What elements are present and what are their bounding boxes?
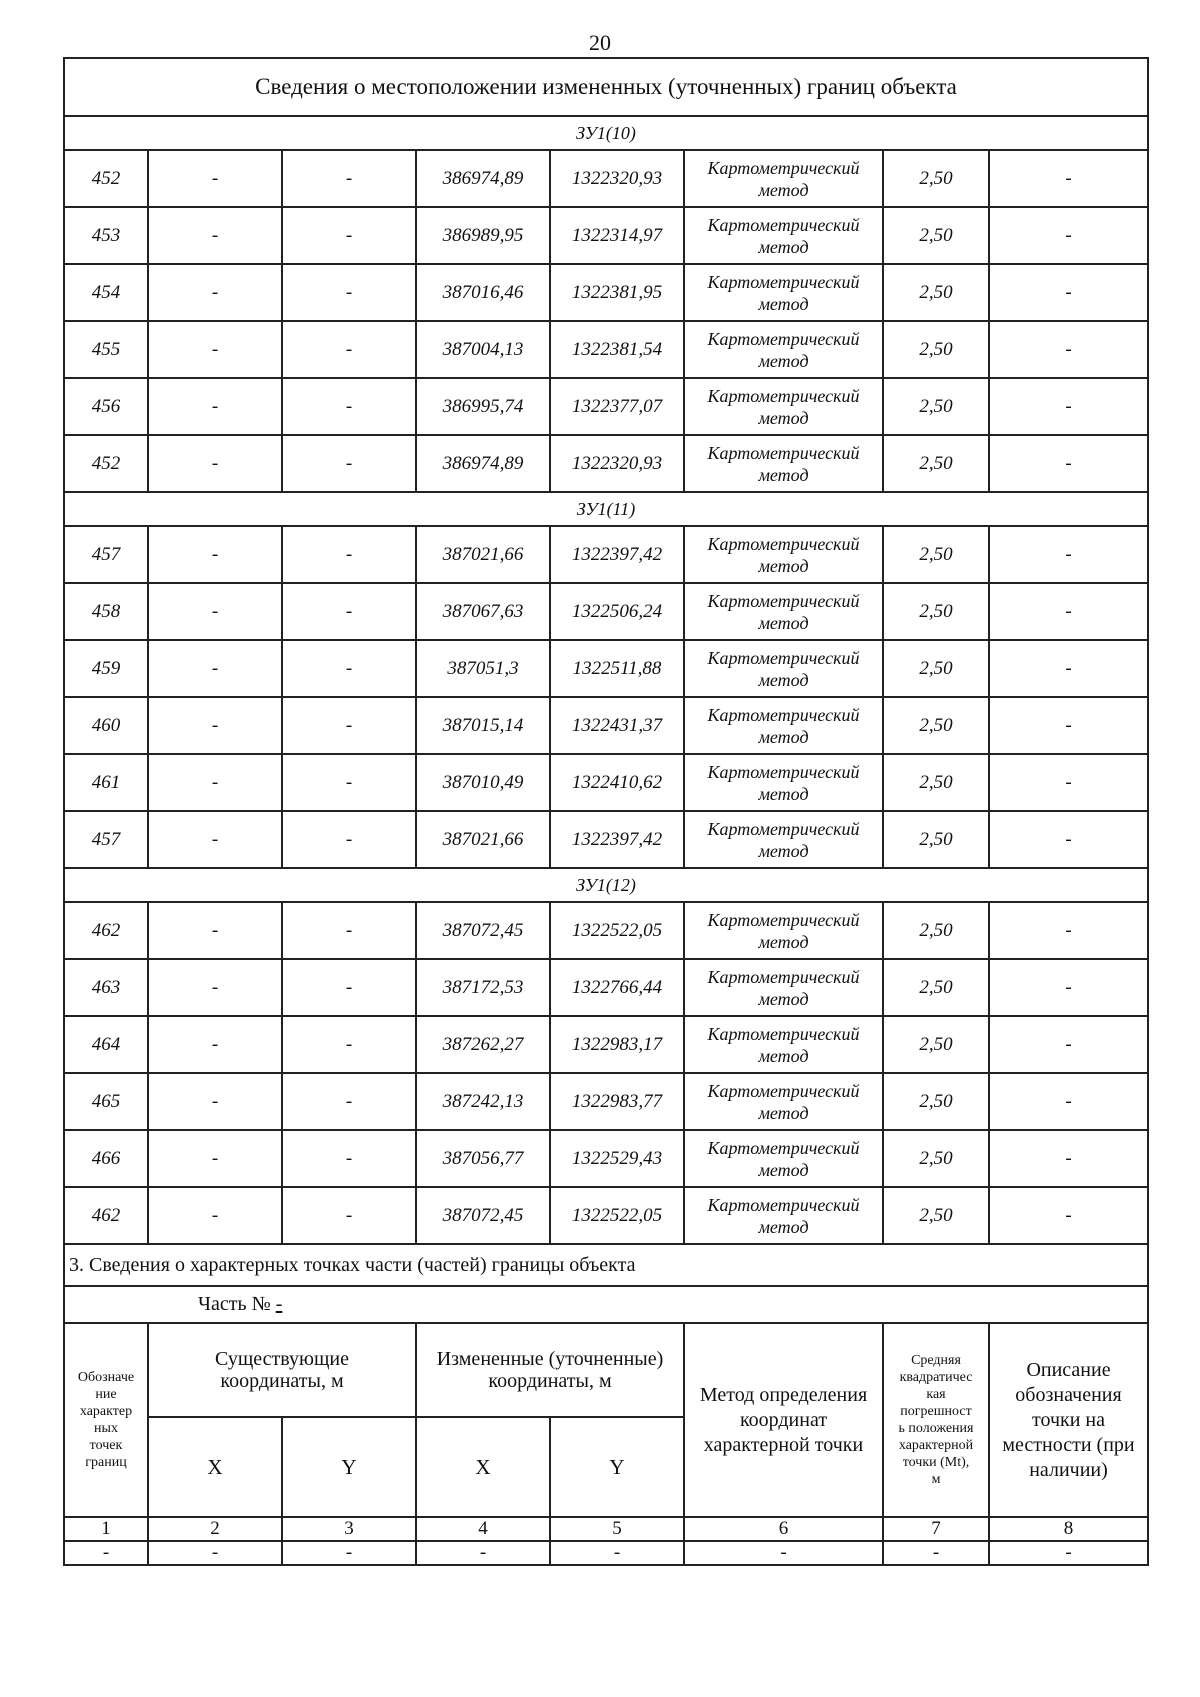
changed-x: 387004,13 bbox=[416, 321, 550, 378]
mt-value: 2,50 bbox=[883, 1130, 989, 1187]
table-row bbox=[64, 435, 1148, 492]
column-number: 1 bbox=[64, 1517, 148, 1541]
table-row bbox=[64, 1016, 1148, 1073]
header-changed-y: Y bbox=[550, 1417, 684, 1517]
header-point-designation: Обозначе ние характер ных точек границ bbox=[64, 1323, 148, 1517]
table-row bbox=[64, 583, 1148, 640]
point-description: - bbox=[989, 640, 1148, 697]
point-description: - bbox=[989, 526, 1148, 583]
changed-x: 387016,46 bbox=[416, 264, 550, 321]
existing-y: - bbox=[282, 526, 416, 583]
point-number: 456 bbox=[64, 378, 148, 435]
point-number: 463 bbox=[64, 959, 148, 1016]
column-number: 5 bbox=[550, 1517, 684, 1541]
changed-y: 1322511,88 bbox=[550, 640, 684, 697]
existing-y: - bbox=[282, 1130, 416, 1187]
existing-y: - bbox=[282, 754, 416, 811]
header-changed-coords: Измененные (уточненные) координаты, м bbox=[416, 1323, 684, 1417]
point-description: - bbox=[989, 264, 1148, 321]
mt-value: 2,50 bbox=[883, 1016, 989, 1073]
existing-x: - bbox=[148, 902, 282, 959]
existing-x: - bbox=[148, 378, 282, 435]
changed-x: 386974,89 bbox=[416, 150, 550, 207]
changed-y: 1322397,42 bbox=[550, 811, 684, 868]
part-label: Часть № bbox=[198, 1293, 271, 1315]
method-cell: Картометрический метод bbox=[684, 526, 883, 583]
changed-y: 1322381,95 bbox=[550, 264, 684, 321]
changed-y: 1322320,93 bbox=[550, 150, 684, 207]
mt-value: 2,50 bbox=[883, 697, 989, 754]
existing-x: - bbox=[148, 1187, 282, 1244]
existing-x: - bbox=[148, 1130, 282, 1187]
section-name: ЗУ1(12) bbox=[64, 868, 1148, 902]
boundary-table bbox=[63, 57, 1149, 1566]
method-cell: Картометрический метод bbox=[684, 1130, 883, 1187]
empty-cell: - bbox=[989, 1541, 1148, 1565]
mt-value: 2,50 bbox=[883, 264, 989, 321]
point-description: - bbox=[989, 378, 1148, 435]
method-cell: Картометрический метод bbox=[684, 902, 883, 959]
changed-x: 387172,53 bbox=[416, 959, 550, 1016]
section-header-row bbox=[64, 868, 1148, 902]
existing-y: - bbox=[282, 697, 416, 754]
mt-value: 2,50 bbox=[883, 754, 989, 811]
existing-y: - bbox=[282, 150, 416, 207]
mt-value: 2,50 bbox=[883, 640, 989, 697]
point-number: 459 bbox=[64, 640, 148, 697]
table-row bbox=[64, 959, 1148, 1016]
point-description: - bbox=[989, 435, 1148, 492]
existing-y: - bbox=[282, 378, 416, 435]
changed-x: 387056,77 bbox=[416, 1130, 550, 1187]
point-number: 454 bbox=[64, 264, 148, 321]
existing-x: - bbox=[148, 435, 282, 492]
header-existing-coords: Существующие координаты, м bbox=[148, 1323, 416, 1417]
existing-x: - bbox=[148, 1016, 282, 1073]
changed-y: 1322529,43 bbox=[550, 1130, 684, 1187]
existing-x: - bbox=[148, 697, 282, 754]
changed-x: 387010,49 bbox=[416, 754, 550, 811]
existing-x: - bbox=[148, 150, 282, 207]
point-description: - bbox=[989, 811, 1148, 868]
existing-x: - bbox=[148, 811, 282, 868]
method-cell: Картометрический метод bbox=[684, 754, 883, 811]
point-description: - bbox=[989, 902, 1148, 959]
point-description: - bbox=[989, 754, 1148, 811]
point-description: - bbox=[989, 959, 1148, 1016]
existing-y: - bbox=[282, 902, 416, 959]
point-number: 462 bbox=[64, 902, 148, 959]
header-existing-y: Y bbox=[282, 1417, 416, 1517]
column-number: 2 bbox=[148, 1517, 282, 1541]
existing-y: - bbox=[282, 1187, 416, 1244]
changed-y: 1322397,42 bbox=[550, 526, 684, 583]
existing-y: - bbox=[282, 207, 416, 264]
existing-y: - bbox=[282, 1073, 416, 1130]
table-row bbox=[64, 526, 1148, 583]
changed-x: 387067,63 bbox=[416, 583, 550, 640]
part-row bbox=[64, 1286, 1148, 1323]
empty-cell: - bbox=[282, 1541, 416, 1565]
point-number: 457 bbox=[64, 811, 148, 868]
point-number: 461 bbox=[64, 754, 148, 811]
changed-x: 387021,66 bbox=[416, 526, 550, 583]
table-row bbox=[64, 207, 1148, 264]
method-cell: Картометрический метод bbox=[684, 811, 883, 868]
point-description: - bbox=[989, 150, 1148, 207]
empty-cell: - bbox=[148, 1541, 282, 1565]
changed-x: 387242,13 bbox=[416, 1073, 550, 1130]
changed-x: 386974,89 bbox=[416, 435, 550, 492]
changed-y: 1322522,05 bbox=[550, 902, 684, 959]
section3-title: 3. Сведения о характерных точках части (частей) границы объекта bbox=[64, 1244, 1148, 1286]
point-description: - bbox=[989, 1130, 1148, 1187]
mt-value: 2,50 bbox=[883, 583, 989, 640]
method-cell: Картометрический метод bbox=[684, 207, 883, 264]
changed-x: 387072,45 bbox=[416, 902, 550, 959]
existing-y: - bbox=[282, 1016, 416, 1073]
changed-y: 1322431,37 bbox=[550, 697, 684, 754]
existing-x: - bbox=[148, 959, 282, 1016]
changed-x: 386989,95 bbox=[416, 207, 550, 264]
section-name: ЗУ1(10) bbox=[64, 116, 1148, 150]
header-mt: Средняя квадратичес кая погрешност ь положения характерной точки (Mt), м bbox=[883, 1323, 989, 1517]
table-row bbox=[64, 1130, 1148, 1187]
changed-y: 1322506,24 bbox=[550, 583, 684, 640]
header-existing-x: X bbox=[148, 1417, 282, 1517]
point-number: 452 bbox=[64, 150, 148, 207]
method-cell: Картометрический метод bbox=[684, 321, 883, 378]
point-description: - bbox=[989, 1073, 1148, 1130]
point-description: - bbox=[989, 207, 1148, 264]
changed-y: 1322766,44 bbox=[550, 959, 684, 1016]
table-row bbox=[64, 811, 1148, 868]
table-row bbox=[64, 902, 1148, 959]
table-row bbox=[64, 264, 1148, 321]
mt-value: 2,50 bbox=[883, 207, 989, 264]
table-title-row bbox=[64, 58, 1148, 116]
boundary-table-body bbox=[64, 58, 1148, 1565]
point-number: 455 bbox=[64, 321, 148, 378]
method-cell: Картометрический метод bbox=[684, 640, 883, 697]
existing-y: - bbox=[282, 959, 416, 1016]
existing-x: - bbox=[148, 754, 282, 811]
mt-value: 2,50 bbox=[883, 902, 989, 959]
empty-cell: - bbox=[684, 1541, 883, 1565]
method-cell: Картометрический метод bbox=[684, 1187, 883, 1244]
existing-x: - bbox=[148, 321, 282, 378]
point-number: 457 bbox=[64, 526, 148, 583]
changed-y: 1322410,62 bbox=[550, 754, 684, 811]
point-number: 458 bbox=[64, 583, 148, 640]
existing-y: - bbox=[282, 435, 416, 492]
table-row bbox=[64, 378, 1148, 435]
existing-y: - bbox=[282, 321, 416, 378]
table-row bbox=[64, 640, 1148, 697]
mt-value: 2,50 bbox=[883, 811, 989, 868]
table-title: Сведения о местоположении измененных (уточненных) границ объекта bbox=[64, 58, 1148, 116]
changed-y: 1322320,93 bbox=[550, 435, 684, 492]
table-row bbox=[64, 321, 1148, 378]
point-description: - bbox=[989, 1016, 1148, 1073]
column-number: 3 bbox=[282, 1517, 416, 1541]
changed-y: 1322522,05 bbox=[550, 1187, 684, 1244]
existing-x: - bbox=[148, 207, 282, 264]
changed-x: 387051,3 bbox=[416, 640, 550, 697]
table-row bbox=[64, 1073, 1148, 1130]
changed-x: 387021,66 bbox=[416, 811, 550, 868]
mt-value: 2,50 bbox=[883, 378, 989, 435]
existing-x: - bbox=[148, 1073, 282, 1130]
column-number: 8 bbox=[989, 1517, 1148, 1541]
existing-x: - bbox=[148, 583, 282, 640]
mt-value: 2,50 bbox=[883, 959, 989, 1016]
table-row bbox=[64, 150, 1148, 207]
existing-x: - bbox=[148, 526, 282, 583]
section3-title-row bbox=[64, 1244, 1148, 1286]
table-row bbox=[64, 754, 1148, 811]
empty-cell: - bbox=[550, 1541, 684, 1565]
mt-value: 2,50 bbox=[883, 150, 989, 207]
empty-cell: - bbox=[416, 1541, 550, 1565]
method-cell: Картометрический метод bbox=[684, 697, 883, 754]
point-number: 452 bbox=[64, 435, 148, 492]
method-cell: Картометрический метод bbox=[684, 959, 883, 1016]
method-cell: Картометрический метод bbox=[684, 378, 883, 435]
method-cell: Картометрический метод bbox=[684, 435, 883, 492]
point-description: - bbox=[989, 321, 1148, 378]
method-cell: Картометрический метод bbox=[684, 1073, 883, 1130]
part-value: - bbox=[275, 1293, 283, 1315]
changed-y: 1322314,97 bbox=[550, 207, 684, 264]
mt-value: 2,50 bbox=[883, 321, 989, 378]
section-name: ЗУ1(11) bbox=[64, 492, 1148, 526]
header-method: Метод определения координат характерной точки bbox=[684, 1323, 883, 1517]
mt-value: 2,50 bbox=[883, 1073, 989, 1130]
changed-x: 386995,74 bbox=[416, 378, 550, 435]
column-numbers-row bbox=[64, 1517, 1148, 1541]
section-header-row bbox=[64, 116, 1148, 150]
existing-y: - bbox=[282, 264, 416, 321]
point-number: 466 bbox=[64, 1130, 148, 1187]
point-description: - bbox=[989, 697, 1148, 754]
changed-y: 1322381,54 bbox=[550, 321, 684, 378]
existing-y: - bbox=[282, 583, 416, 640]
empty-cell: - bbox=[64, 1541, 148, 1565]
method-cell: Картометрический метод bbox=[684, 583, 883, 640]
mt-value: 2,50 bbox=[883, 1187, 989, 1244]
point-number: 465 bbox=[64, 1073, 148, 1130]
changed-x: 387015,14 bbox=[416, 697, 550, 754]
existing-x: - bbox=[148, 640, 282, 697]
column-number: 4 bbox=[416, 1517, 550, 1541]
empty-cell: - bbox=[883, 1541, 989, 1565]
point-description: - bbox=[989, 1187, 1148, 1244]
changed-y: 1322983,17 bbox=[550, 1016, 684, 1073]
section-header-row bbox=[64, 492, 1148, 526]
method-cell: Картометрический метод bbox=[684, 264, 883, 321]
existing-y: - bbox=[282, 811, 416, 868]
page-number: 20 bbox=[589, 30, 611, 55]
header-row-1 bbox=[64, 1323, 1148, 1417]
changed-y: 1322377,07 bbox=[550, 378, 684, 435]
header-changed-x: X bbox=[416, 1417, 550, 1517]
changed-x: 387072,45 bbox=[416, 1187, 550, 1244]
part-cell bbox=[64, 1286, 1148, 1323]
table-row bbox=[64, 1187, 1148, 1244]
existing-x: - bbox=[148, 264, 282, 321]
existing-y: - bbox=[282, 640, 416, 697]
header-description: Описание обозначения точки на местности (при наличии) bbox=[989, 1323, 1148, 1517]
mt-value: 2,50 bbox=[883, 435, 989, 492]
method-cell: Картометрический метод bbox=[684, 1016, 883, 1073]
mt-value: 2,50 bbox=[883, 526, 989, 583]
point-number: 464 bbox=[64, 1016, 148, 1073]
changed-y: 1322983,77 bbox=[550, 1073, 684, 1130]
column-number: 7 bbox=[883, 1517, 989, 1541]
point-number: 462 bbox=[64, 1187, 148, 1244]
point-description: - bbox=[989, 583, 1148, 640]
column-number: 6 bbox=[684, 1517, 883, 1541]
table-row bbox=[64, 697, 1148, 754]
method-cell: Картометрический метод bbox=[684, 150, 883, 207]
changed-x: 387262,27 bbox=[416, 1016, 550, 1073]
empty-part-row bbox=[64, 1541, 1148, 1565]
point-number: 453 bbox=[64, 207, 148, 264]
point-number: 460 bbox=[64, 697, 148, 754]
